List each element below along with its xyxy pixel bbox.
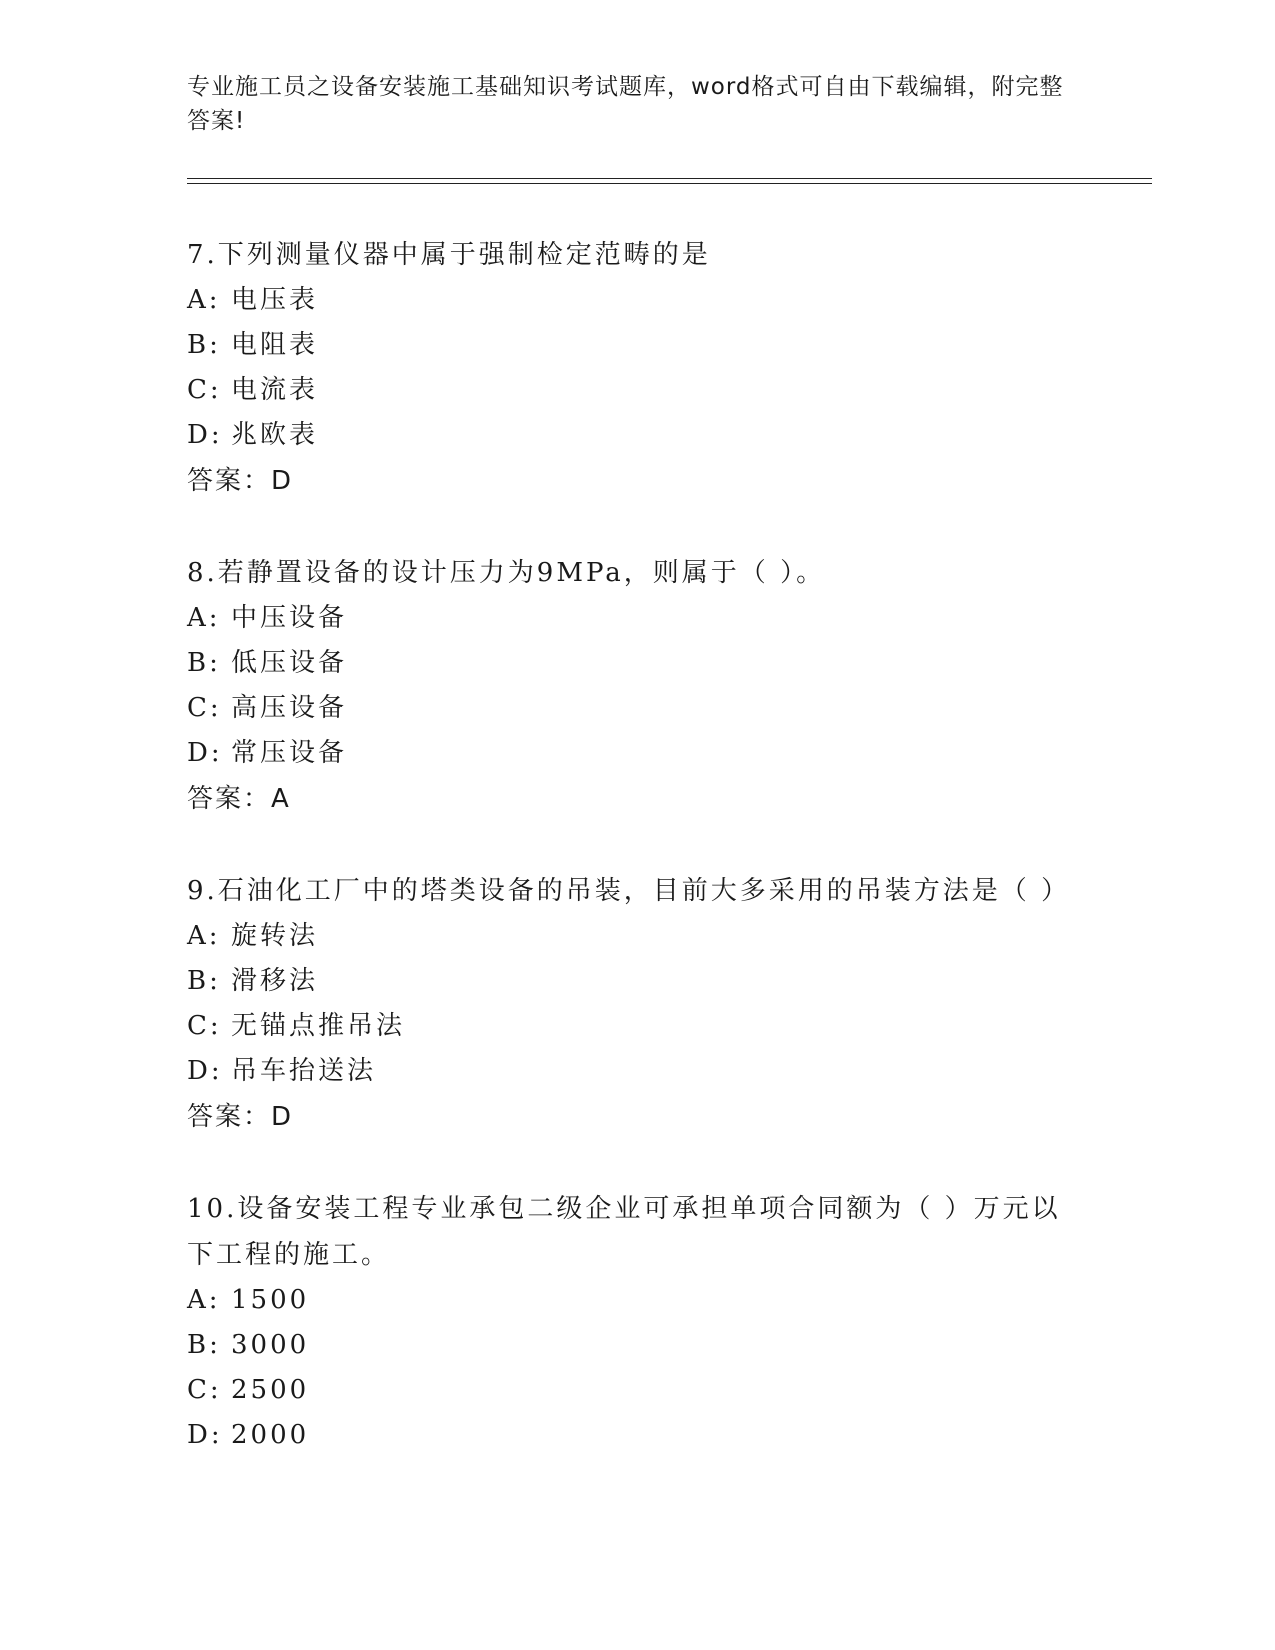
option-c xyxy=(187,686,1067,731)
document-header: 专业施工员之设备安装施工基础知识考试题库，word格式可自由下载编辑，附完整答案! xyxy=(187,74,1064,134)
option-a xyxy=(187,278,1067,323)
option-letter: D: xyxy=(187,420,223,450)
option-text: 1500 xyxy=(231,1285,310,1315)
option-b xyxy=(187,959,1067,1004)
option-d xyxy=(187,1413,1067,1458)
option-c xyxy=(187,1368,1067,1413)
header-divider-top xyxy=(187,178,1152,179)
question-stem: 9.石油化工厂中的塔类设备的吊装，目前大多采用的吊装方法是（ ） xyxy=(187,876,1071,906)
option-letter: C: xyxy=(187,1011,222,1041)
option-d xyxy=(187,731,1067,776)
option-text: 电压表 xyxy=(231,285,319,315)
option-text: 中压设备 xyxy=(231,603,348,633)
option-d xyxy=(187,1049,1067,1094)
option-c xyxy=(187,1004,1067,1049)
option-letter: D: xyxy=(187,1420,223,1450)
question-7 xyxy=(187,232,1067,504)
answer: 答案：D xyxy=(187,1102,294,1132)
option-letter: B: xyxy=(187,648,221,678)
option-letter: B: xyxy=(187,1330,221,1360)
option-letter: D: xyxy=(187,738,223,768)
option-letter: A: xyxy=(187,1285,221,1315)
option-text: 旋转法 xyxy=(231,921,319,951)
option-text: 吊车抬送法 xyxy=(231,1056,377,1086)
option-letter: C: xyxy=(187,375,222,405)
answer: 答案：A xyxy=(187,784,291,814)
option-letter: A: xyxy=(187,285,221,315)
option-b xyxy=(187,641,1067,686)
option-letter: D: xyxy=(187,1056,223,1086)
option-text: 2000 xyxy=(231,1420,310,1450)
answer: 答案：D xyxy=(187,466,294,496)
question-10 xyxy=(187,1186,1067,1458)
question-9 xyxy=(187,868,1071,1140)
option-a xyxy=(187,596,1067,641)
option-letter: B: xyxy=(187,966,221,996)
option-text: 高压设备 xyxy=(231,693,348,723)
option-text: 2500 xyxy=(231,1375,310,1405)
option-text: 常压设备 xyxy=(231,738,348,768)
option-letter: A: xyxy=(187,603,221,633)
option-text: 滑移法 xyxy=(231,966,319,996)
option-letter: B: xyxy=(187,330,221,360)
option-b xyxy=(187,1323,1067,1368)
option-d xyxy=(187,413,1067,458)
option-letter: A: xyxy=(187,921,221,951)
question-stem: 8.若静置设备的设计压力为9MPa，则属于（ ）。 xyxy=(187,558,826,588)
option-letter: C: xyxy=(187,1375,222,1405)
option-text: 无锚点推吊法 xyxy=(231,1011,406,1041)
option-a xyxy=(187,914,1067,959)
question-stem: 10.设备安装工程专业承包二级企业可承担单项合同额为（ ）万元以下工程的施工。 xyxy=(187,1194,1061,1270)
option-letter: C: xyxy=(187,693,222,723)
option-b xyxy=(187,323,1067,368)
option-c xyxy=(187,368,1067,413)
option-text: 兆欧表 xyxy=(231,420,319,450)
option-a xyxy=(187,1278,1067,1323)
question-stem: 7.下列测量仪器中属于强制检定范畴的是 xyxy=(187,240,711,270)
question-8 xyxy=(187,550,1067,822)
option-text: 低压设备 xyxy=(231,648,348,678)
option-text: 电流表 xyxy=(231,375,319,405)
option-text: 3000 xyxy=(231,1330,310,1360)
option-text: 电阻表 xyxy=(231,330,319,360)
header-divider-bottom xyxy=(187,183,1152,184)
